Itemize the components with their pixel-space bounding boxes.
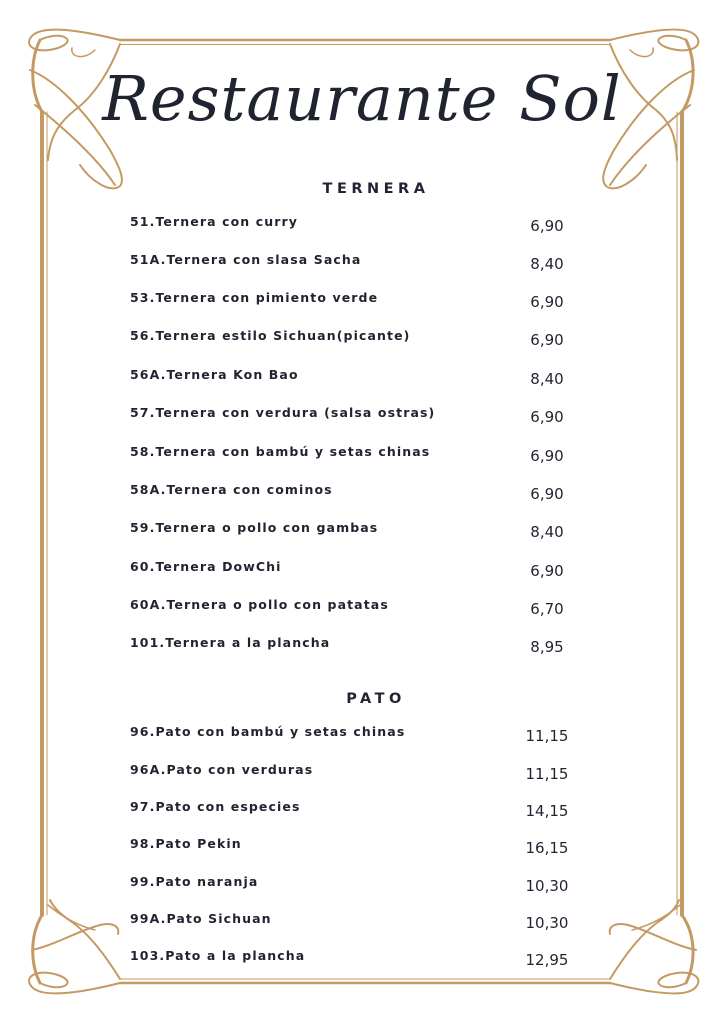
menu-item-name: 59.Ternera o pollo con gambas	[130, 520, 379, 535]
menu-item-price: 8,95	[530, 638, 564, 656]
menu-item	[130, 597, 600, 623]
menu-item-name: 101.Ternera a la plancha	[130, 635, 331, 650]
menu-item	[130, 520, 600, 546]
menu-item	[130, 635, 600, 661]
menu-item-price: 6,90	[530, 408, 564, 426]
menu-item-price: 8,40	[530, 523, 564, 541]
menu-item-name: 103.Pato a la plancha	[130, 948, 306, 963]
menu-item-name: 56A.Ternera Kon Bao	[130, 367, 299, 382]
menu-item-name: 51.Ternera con curry	[130, 214, 299, 229]
menu-item-price: 10,30	[525, 877, 569, 895]
menu-item-price: 6,90	[530, 447, 564, 465]
menu-item	[130, 836, 600, 862]
menu-item-price: 6,90	[530, 485, 564, 503]
menu-item	[130, 405, 600, 431]
menu-item-price: 16,15	[525, 839, 569, 857]
menu-item	[130, 948, 600, 974]
menu-item-price: 11,15	[525, 765, 569, 783]
menu-item-name: 51A.Ternera con slasa Sacha	[130, 252, 362, 267]
menu-item	[130, 559, 600, 585]
menu-item-name: 58A.Ternera con cominos	[130, 482, 333, 497]
menu-item-name: 99.Pato naranja	[130, 874, 259, 889]
menu-item-price: 6,90	[530, 217, 564, 235]
menu-item-name: 60A.Ternera o pollo con patatas	[130, 597, 389, 612]
restaurant-title: Restaurante Sol	[102, 62, 622, 135]
menu-item-price: 8,40	[530, 370, 564, 388]
menu-item-name: 53.Ternera con pimiento verde	[130, 290, 379, 305]
menu-item	[130, 290, 600, 316]
menu-item-price: 12,95	[525, 951, 569, 969]
menu-item	[130, 874, 600, 900]
menu-item	[130, 482, 600, 508]
menu-item	[130, 252, 600, 278]
menu-item-name: 96.Pato con bambú y setas chinas	[130, 724, 406, 739]
section-title-ternera: TERNERA	[322, 181, 430, 197]
menu-item-price: 6,70	[530, 600, 564, 618]
menu-item-price: 11,15	[525, 727, 569, 745]
menu-item	[130, 367, 600, 393]
menu-item	[130, 214, 600, 240]
menu-item	[130, 328, 600, 354]
menu-item	[130, 911, 600, 937]
menu-item-name: 56.Ternera estilo Sichuan(picante)	[130, 328, 411, 343]
menu-item	[130, 762, 600, 788]
menu-item-name: 58.Ternera con bambú y setas chinas	[130, 444, 431, 459]
menu-item-name: 60.Ternera DowChi	[130, 559, 282, 574]
menu-item-name: 99A.Pato Sichuan	[130, 911, 272, 926]
flourish-bottom-right	[610, 900, 699, 993]
menu-item-price: 8,40	[530, 255, 564, 273]
menu-item-price: 10,30	[525, 914, 569, 932]
menu-item-name: 97.Pato con especies	[130, 799, 301, 814]
menu-item-name: 96A.Pato con verduras	[130, 762, 314, 777]
menu-item	[130, 724, 600, 750]
menu-item-price: 6,90	[530, 562, 564, 580]
menu-item-price: 6,90	[530, 293, 564, 311]
menu-item	[130, 799, 600, 825]
menu-item-price: 14,15	[525, 802, 569, 820]
menu-item-name: 57.Ternera con verdura (salsa ostras)	[130, 405, 436, 420]
menu-item	[130, 444, 600, 470]
section-title-pato: PATO	[346, 691, 406, 707]
flourish-bottom-left	[29, 900, 120, 993]
menu-item-name: 98.Pato Pekin	[130, 836, 242, 851]
menu-item-price: 6,90	[530, 331, 564, 349]
